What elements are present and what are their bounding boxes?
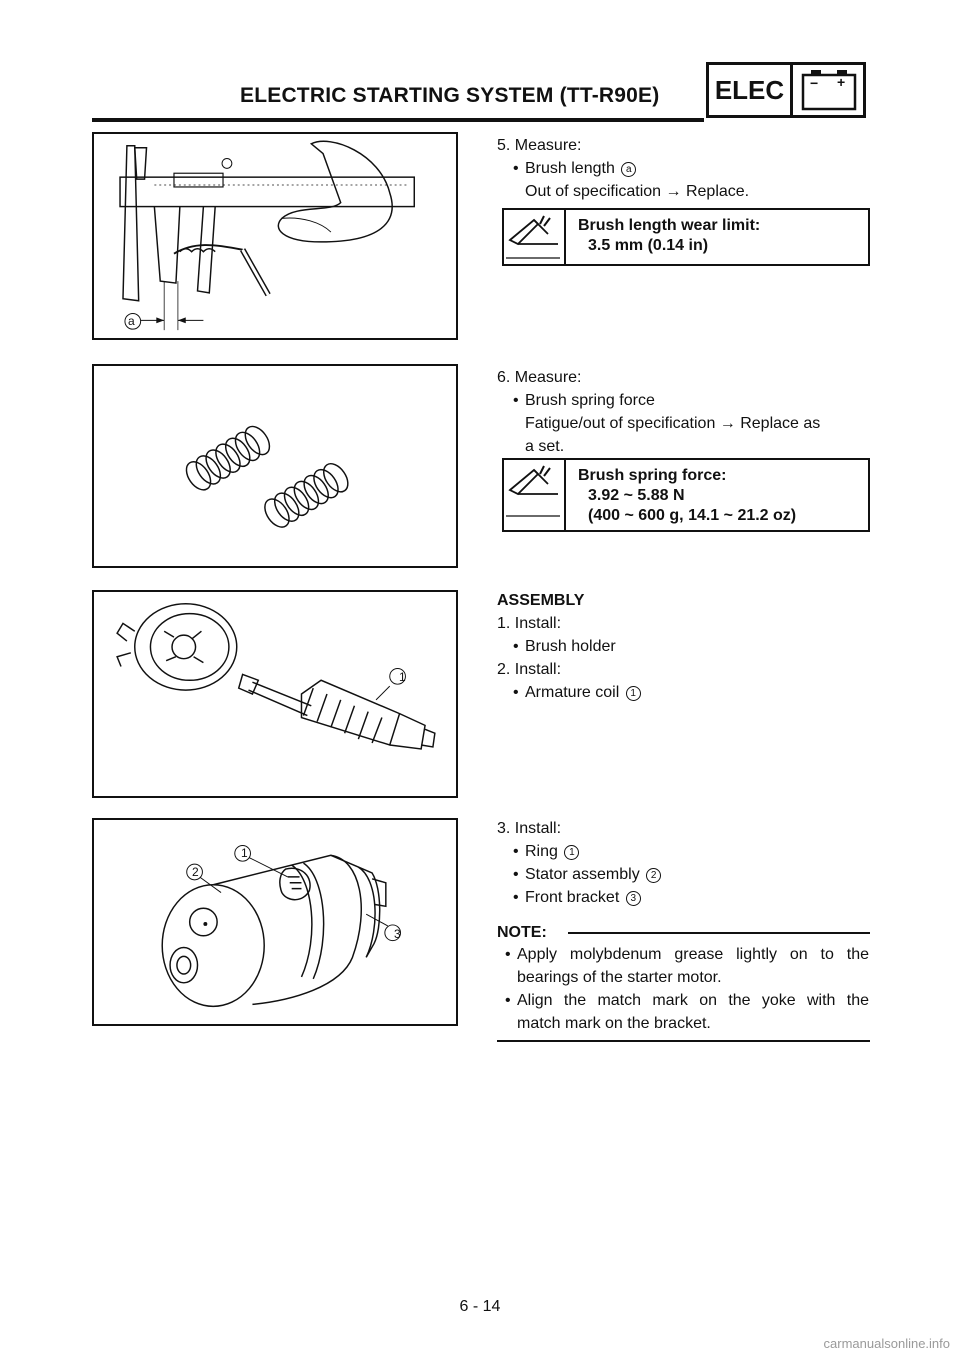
page-number: 6 - 14 [459, 1298, 501, 1315]
section-badge-label: ELEC [709, 65, 793, 115]
assembly-step-3: 3. Install: [497, 820, 562, 837]
assembly-heading: ASSEMBLY [497, 592, 585, 609]
spec-box-spring-force [502, 458, 870, 532]
ref-2: 2 [646, 868, 661, 883]
assembly-step-2-item [525, 681, 641, 704]
step-5-item [525, 157, 636, 180]
spec-value-spring-force-n: 3.92 ~ 5.88 N [588, 487, 685, 504]
ref-3: 3 [626, 891, 641, 906]
caliper-icon [504, 460, 566, 530]
figure-label-1: 1 [399, 670, 406, 684]
section-badge [706, 62, 866, 118]
battery-plus: + [837, 74, 846, 90]
figure-starter-motor [92, 818, 458, 1026]
battery-icon [793, 65, 863, 115]
assembly-step-3-item-label: Front bracket [525, 889, 620, 906]
ref-1: 1 [626, 686, 641, 701]
assembly-step-3-item-label: Ring [525, 843, 558, 860]
note-top-rule [568, 932, 870, 934]
battery-minus: − [810, 75, 819, 91]
note-item-2-line2: match mark on the bracket. [517, 1015, 711, 1032]
assembly-step-3-item-label: Stator assembly [525, 866, 640, 883]
note-item-2-line1: • Align the match mark on the yoke with the [517, 989, 869, 1012]
note-label: NOTE: [497, 924, 547, 941]
assembly-step-3-item [525, 886, 641, 909]
spec-box-brush-length [502, 208, 870, 266]
figure-label-3: 3 [394, 927, 401, 941]
figure-armature-coil [92, 590, 458, 798]
step-6-item: • Brush spring force [525, 389, 655, 412]
step-5-action: Out of specification → Replace. [525, 183, 750, 200]
step-6-action-line1: Fatigue/out of specification → Replace as [525, 415, 821, 432]
figure-label-1: 1 [241, 846, 248, 860]
figure-label-2: 2 [192, 865, 199, 879]
step-5-heading: 5. Measure: [497, 137, 582, 154]
note-item-1-line1: • Apply molybdenum grease lightly on to the [517, 943, 869, 966]
note-bottom-rule [497, 1040, 870, 1042]
spec-title-brush-length: Brush length wear limit: [578, 217, 761, 234]
step-6-action-line2: a set. [525, 438, 565, 455]
header-rule [92, 118, 704, 122]
figure-brush-springs [92, 364, 458, 568]
step-6-heading: 6. Measure: [497, 369, 582, 386]
figure-label-a: a [128, 314, 135, 328]
ref-a: a [621, 162, 636, 177]
spec-value-spring-force-g: (400 ~ 600 g, 14.1 ~ 21.2 oz) [588, 507, 797, 524]
spec-title-spring-force: Brush spring force: [578, 467, 727, 484]
figure-brush-length [92, 132, 458, 340]
page-title: ELECTRIC STARTING SYSTEM (TT-R90E) [240, 84, 660, 107]
ref-1: 1 [564, 845, 579, 860]
assembly-step-2-label: Armature coil [525, 684, 620, 701]
assembly-step-1: 1. Install: [497, 615, 562, 632]
spec-value-brush-length: 3.5 mm (0.14 in) [588, 237, 709, 254]
caliper-icon [504, 210, 566, 264]
assembly-step-1-item: • Brush holder [525, 635, 616, 658]
watermark: carmanualsonline.info [823, 1336, 950, 1351]
assembly-step-3-item [525, 863, 661, 886]
step-5-item-label: Brush length [525, 160, 615, 177]
assembly-step-2: 2. Install: [497, 661, 562, 678]
note-item-1-line2: bearings of the starter motor. [517, 969, 722, 986]
assembly-step-3-item [525, 840, 579, 863]
